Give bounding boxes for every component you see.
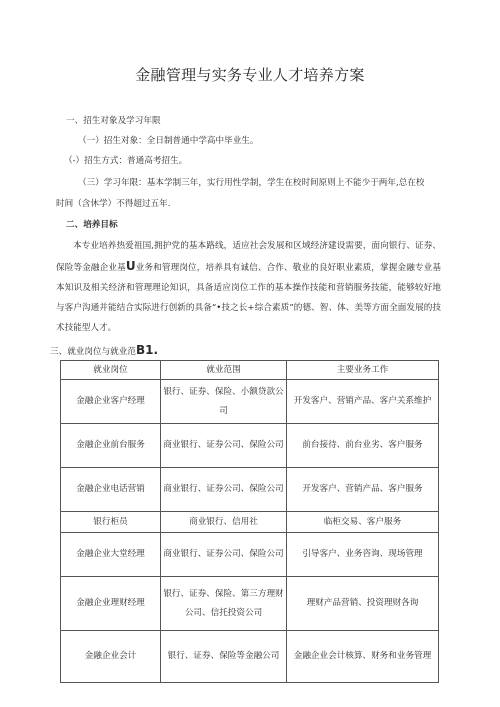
table-cell-scope: 商业银行、信用社 bbox=[161, 512, 287, 533]
section1-heading: 一、招生对象及学习年限 bbox=[66, 116, 161, 126]
table-header-cell: 就业岗位 bbox=[61, 361, 161, 380]
table-row bbox=[61, 380, 439, 424]
table-cell-position: 金融企业前台服务 bbox=[61, 424, 161, 468]
table-cell-duties: 金融企业会计核算、财务和业务管理 bbox=[287, 631, 439, 683]
section2-heading: 二、培养目标 bbox=[66, 220, 118, 230]
section2-paragraph-part-b: 业务和管理岗位，培养具有诚信、合作、敬业的良好职业素质，掌握金融专业基本知识及相关经济和管理理论知识，具备适应岗位工作的基本操作技能和营销服务技能，能够较好地与客户沟通并能结合实际进行创新的具备“•技之长+综合素质”的德、智、体、美等方面全面发展的技术技能型人才。 bbox=[56, 263, 441, 333]
table-cell-scope: 商业银行、证券公司、保险公司 bbox=[161, 533, 287, 577]
page-title: 金融管理与实务专业人才培养方案 bbox=[135, 66, 365, 84]
table-header-cell: 就业范围 bbox=[161, 361, 287, 380]
table-cell-scope: 银行、证券、保险、小额贷款公司 bbox=[161, 380, 287, 424]
table-cell-duties: 前台接待、前台业劣、客户服务 bbox=[287, 424, 439, 468]
section2-paragraph-part-a: 本专业培养热爱祖国,拥护党的基本路线，适应社会发展和区域经济建设需要，面向银行、证券、保险等金融企业基 bbox=[56, 241, 441, 273]
table-header-row bbox=[61, 361, 439, 380]
section2-paragraph-u: U bbox=[125, 259, 136, 273]
table-cell-position: 金融企业大堂经理 bbox=[61, 533, 161, 577]
table-row bbox=[61, 631, 439, 683]
table-header-cell: 主要业务工作 bbox=[287, 361, 439, 380]
table-cell-position: 金融企业会计 bbox=[61, 631, 161, 683]
table-cell-duties: 临柜交易、客户服务 bbox=[287, 512, 439, 533]
table-row bbox=[61, 577, 439, 631]
table-cell-scope: 商业银行、证券公司、保险公司 bbox=[161, 468, 287, 512]
table-row bbox=[61, 512, 439, 533]
section2-paragraph bbox=[56, 236, 441, 338]
table-cell-position: 银行柜员 bbox=[61, 512, 161, 533]
table-cell-scope: 商业银行、证券公司、保险公司 bbox=[161, 424, 287, 468]
table-cell-position: 金融企业电话营销 bbox=[61, 468, 161, 512]
section1-item3-line1: （三）学习年限：基本学制三年，实行用性学制，学生在校时间原则上不能少于两年,总在校 bbox=[78, 178, 425, 188]
section3-heading-text: 三、就业岗位与就业范 bbox=[50, 347, 136, 357]
table-cell-duties: 开发客户、营销产品、客户关系维护 bbox=[287, 380, 439, 424]
table-cell-scope: 银行、证券、保险等金融公司 bbox=[161, 631, 287, 683]
section3-heading-big: B1. bbox=[135, 343, 159, 357]
section1-item1: （一）招生对象：全日制普通中学高中毕业生。 bbox=[78, 136, 259, 146]
employment-table bbox=[60, 360, 439, 683]
table-row bbox=[61, 424, 439, 468]
table-row bbox=[61, 533, 439, 577]
table-cell-duties: 开发客户、营销产品、客户服务 bbox=[287, 468, 439, 512]
table-cell-duties: 理财产品营销、投资理财各询 bbox=[287, 577, 439, 631]
table-cell-duties: 引导客户、业务咨询、现场管理 bbox=[287, 533, 439, 577]
table-cell-position: 金融企业客户经理 bbox=[61, 380, 161, 424]
table-cell-scope: 银行、证券、保险、第三方理财公司、信托投资公司 bbox=[161, 577, 287, 631]
table-row bbox=[61, 468, 439, 512]
section1-item3-line2: 时间（含休学）不得超过五年. bbox=[56, 199, 171, 209]
section1-item2: （-）招生方式：普通高考招生。 bbox=[64, 156, 188, 166]
table-cell-position: 金融企业理财经理 bbox=[61, 577, 161, 631]
section3-heading bbox=[50, 340, 158, 362]
